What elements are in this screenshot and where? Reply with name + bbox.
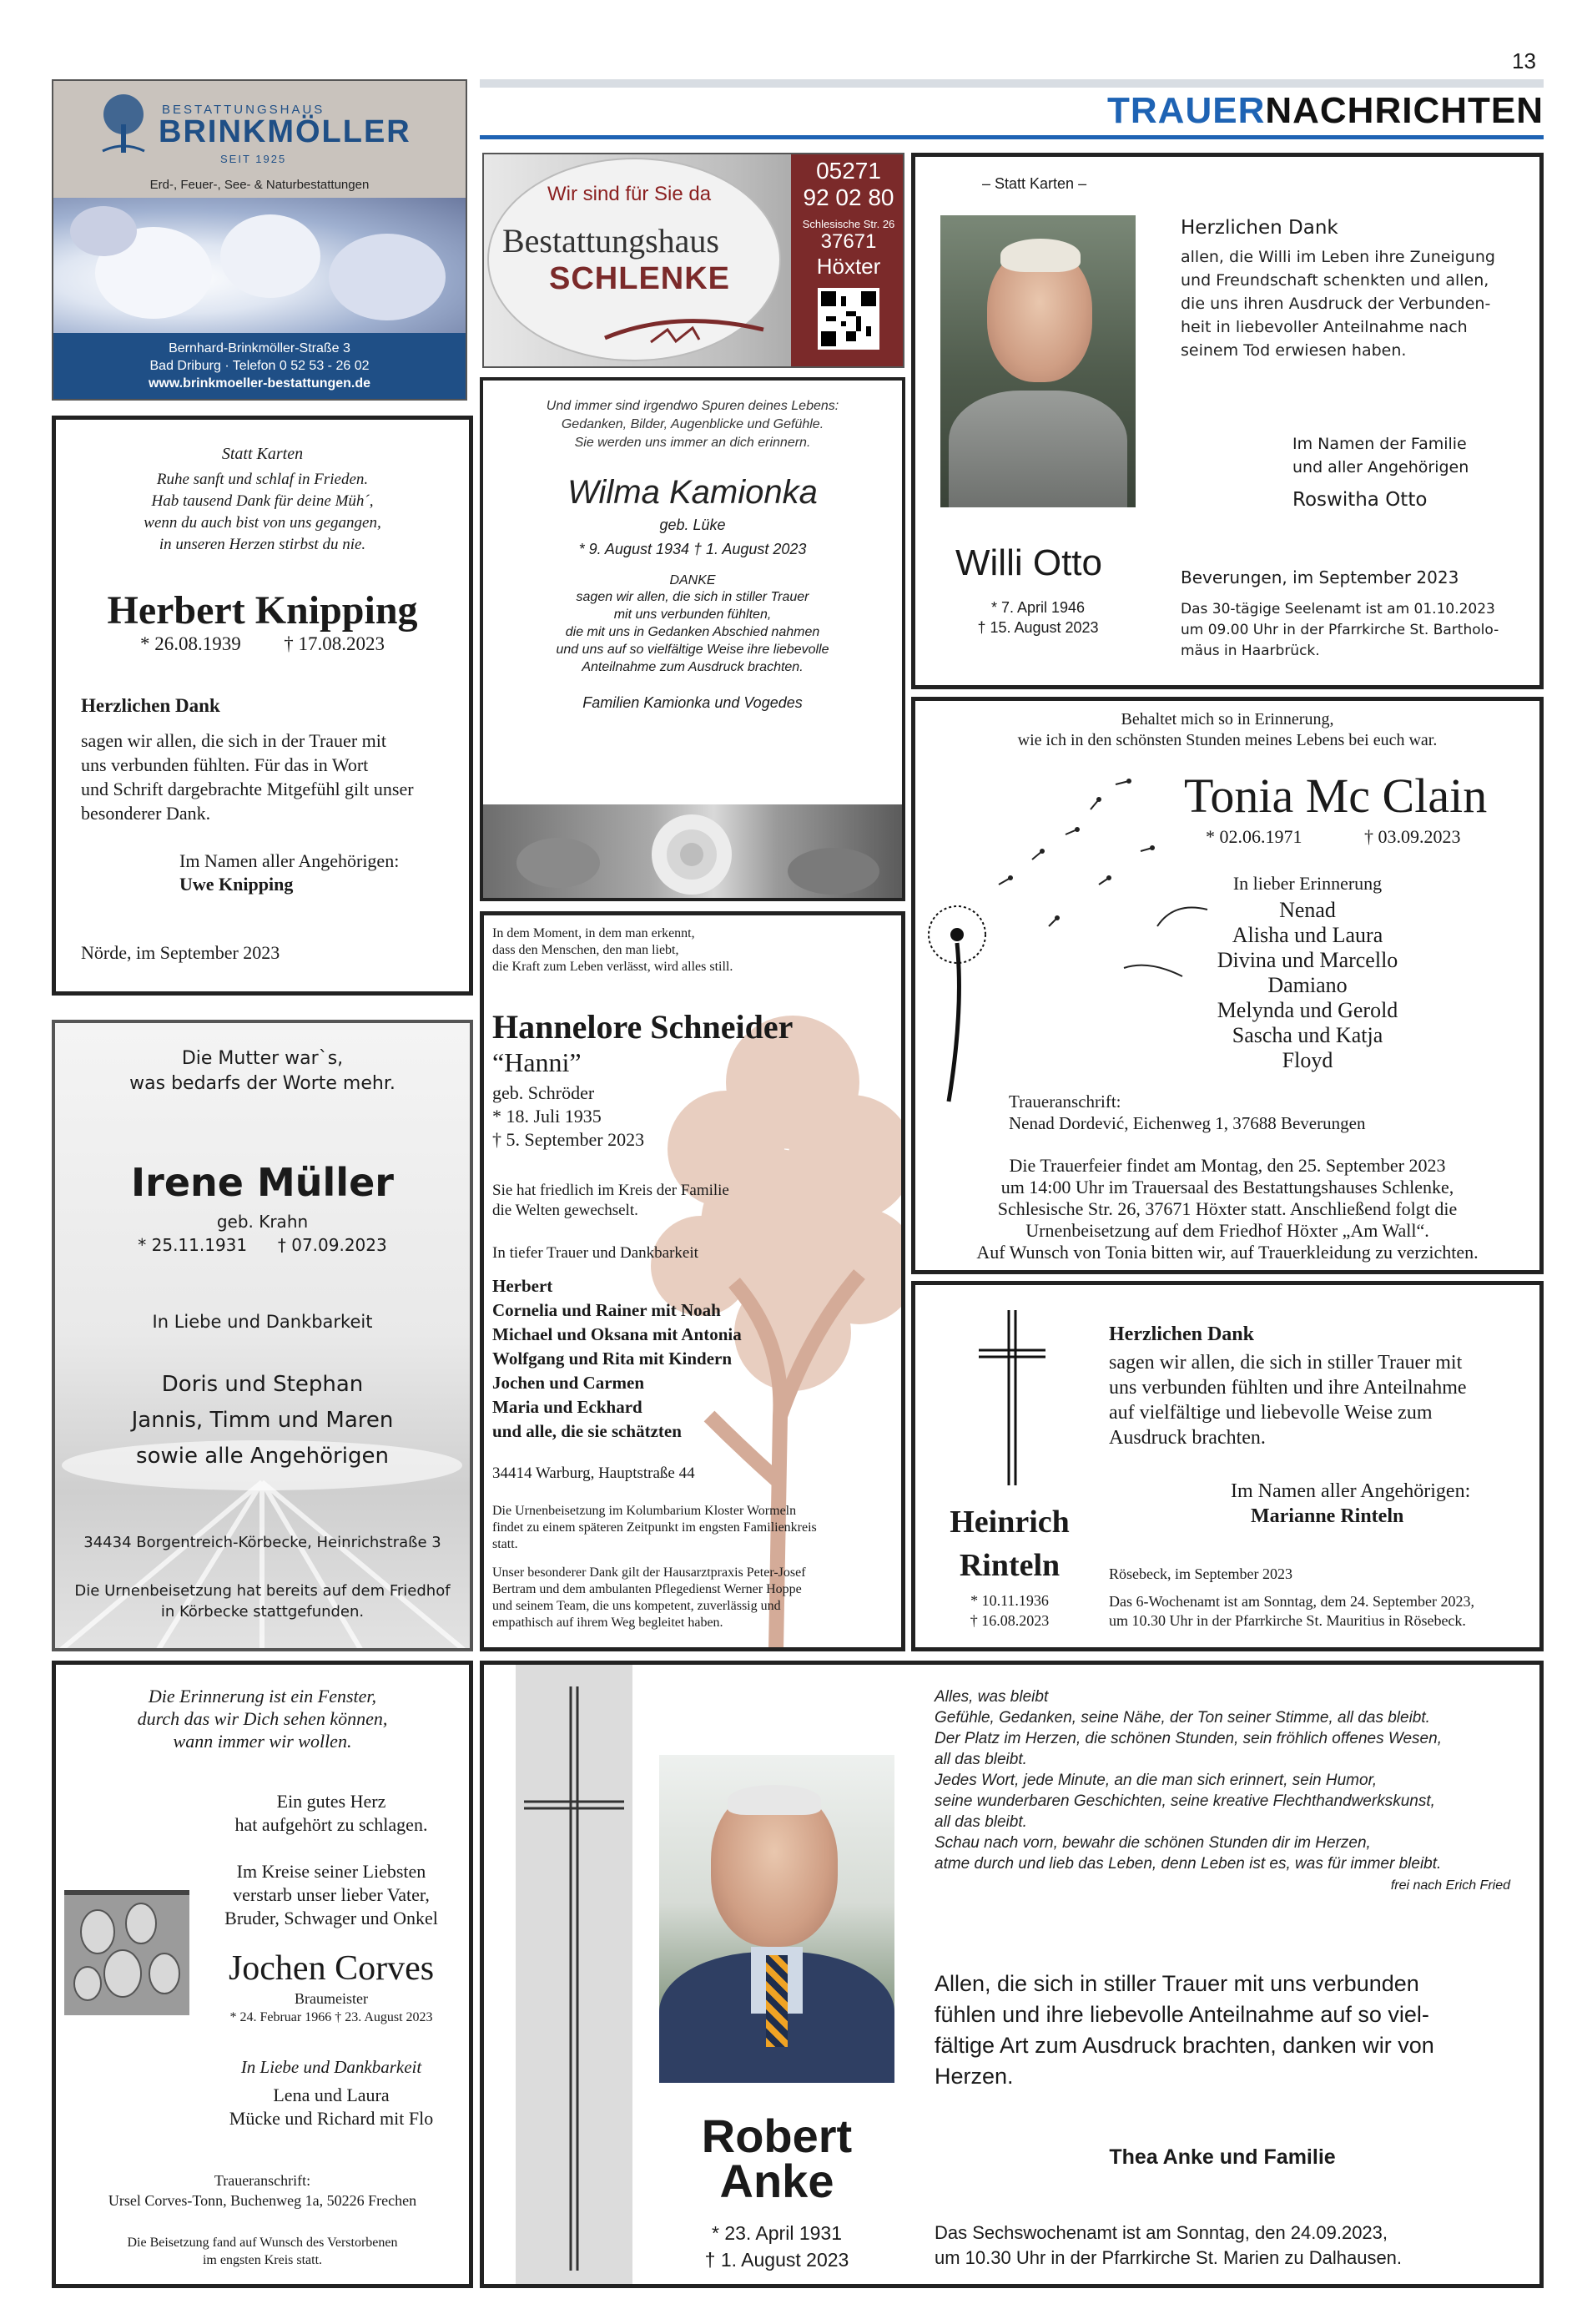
mcclain-intro bbox=[915, 709, 1539, 751]
mueller-burial bbox=[55, 1580, 470, 1622]
rinteln-mass-line: um 10.30 Uhr in der Pfarrkirche St. Mauritius in Rösebeck. bbox=[1109, 1612, 1466, 1629]
schneider-thanks bbox=[492, 1565, 806, 1631]
mcclain-address-label: Traueranschrift: bbox=[1009, 1091, 1121, 1112]
knipping-statt: Statt Karten bbox=[221, 445, 304, 463]
rinteln-name-last: Rinteln bbox=[959, 1548, 1061, 1583]
mcclain-mourner: Damiano bbox=[1267, 973, 1348, 997]
rinteln-sign-intro: Im Namen aller Angehörigen: bbox=[1231, 1480, 1471, 1502]
knipping-dates bbox=[56, 633, 469, 655]
mcclain-mourners bbox=[1166, 898, 1449, 1073]
schlenke-name2: SCHLENKE bbox=[549, 261, 731, 296]
otto-place-date: Beverungen, im September 2023 bbox=[1181, 567, 1459, 587]
kamionka-text-line: die mit uns in Gedanken Abschied nahmen bbox=[565, 625, 820, 639]
schneider-poem bbox=[492, 925, 733, 975]
tulip-photo bbox=[53, 198, 466, 333]
obituary-mcclain bbox=[911, 697, 1544, 1274]
anke-name-last: Anke bbox=[719, 2155, 834, 2207]
kamionka-danke: DANKE bbox=[669, 573, 716, 587]
otto-died: † 15. August 2023 bbox=[977, 619, 1099, 636]
otto-family-intro bbox=[1292, 432, 1469, 479]
schneider-burial bbox=[492, 1503, 817, 1553]
knipping-thanks-line: sagen wir allen, die sich in der Trauer mit bbox=[81, 730, 386, 751]
kamionka-poem-line: Gedanken, Bilder, Augenblicke und Gefühle. bbox=[561, 417, 824, 431]
mueller-mourner: Jannis, Timm und Maren bbox=[131, 1408, 394, 1433]
mcclain-ceremony-line: Urnenbeisetzung auf dem Friedhof Höxter „Am Wall“. bbox=[1025, 1220, 1429, 1241]
corves-mourners bbox=[189, 2084, 473, 2130]
mueller-poem bbox=[55, 1046, 470, 1096]
knipping-place-date: Nörde, im September 2023 bbox=[81, 942, 280, 963]
otto-thanks-line: heit in liebevoller Anteilnahme nach bbox=[1181, 318, 1468, 336]
rinteln-thanks-line: uns verbunden fühlten und ihre Anteilnahme bbox=[1109, 1377, 1467, 1399]
knipping-name: Herbert Knipping bbox=[107, 588, 418, 633]
obituary-schneider bbox=[480, 911, 905, 1651]
schneider-address: 34414 Warburg, Hauptstraße 44 bbox=[492, 1464, 695, 1482]
anke-poem-line: Alles, was bleibt bbox=[935, 1688, 1049, 1706]
mcclain-name: Tonia Mc Clain bbox=[1184, 769, 1488, 823]
knipping-died: † 17.08.2023 bbox=[284, 633, 385, 654]
kamionka-text-line: Anteilnahme zum Ausdruck brachten. bbox=[582, 660, 804, 674]
anke-poem-line: Schau nach vorn, bewahr die schönen Stunden dir im Herzen, bbox=[935, 1834, 1371, 1852]
rinteln-thanks-line: Ausdruck brachten. bbox=[1109, 1427, 1266, 1449]
mueller-mourner: sowie alle Angehörigen bbox=[136, 1444, 389, 1469]
cross-icon bbox=[524, 1686, 624, 2271]
swoosh-icon bbox=[601, 305, 768, 346]
mcclain-born: * 02.06.1971 bbox=[1206, 826, 1302, 847]
schneider-burial-line: statt. bbox=[492, 1537, 518, 1551]
corves-address: Ursel Corves-Tonn, Buchenweg 1a, 50226 Frechen bbox=[108, 2192, 417, 2209]
mueller-born: * 25.11.1931 bbox=[138, 1235, 248, 1255]
qr-code-icon bbox=[818, 288, 879, 350]
schlenke-street: Schlesische Str. 26 bbox=[802, 218, 895, 230]
knipping-poem bbox=[56, 469, 469, 556]
schneider-nickname: “Hanni” bbox=[492, 1047, 582, 1077]
schlenke-city: Höxter bbox=[816, 254, 881, 279]
anke-poem-line: atme durch und lieb das Leben, denn Leben ist es, was für immer bleibt. bbox=[935, 1855, 1442, 1873]
mueller-memory: In Liebe und Dankbarkeit bbox=[152, 1312, 373, 1332]
schneider-mourning: In tiefer Trauer und Dankbarkeit bbox=[492, 1244, 698, 1262]
schneider-mourner: und alle, die sie schätzten bbox=[492, 1421, 682, 1441]
knipping-thanks-line: besonderer Dank. bbox=[81, 803, 211, 824]
knipping-thanks-line: uns verbunden fühlten. Für das in Wort bbox=[81, 754, 369, 775]
obituary-rinteln bbox=[911, 1281, 1544, 1651]
schlenke-slogan: Wir sind für Sie da bbox=[547, 183, 712, 205]
mueller-dates bbox=[55, 1235, 470, 1255]
anke-thanks-line: fältige Art zum Ausdruck brachten, danken wir von bbox=[935, 2033, 1434, 2058]
mcclain-mourner: Melynda und Gerold bbox=[1217, 998, 1398, 1022]
anke-mass-line: um 10.30 Uhr in der Pfarrkirche St. Marien zu Dalhausen. bbox=[935, 2247, 1403, 2268]
mueller-burial-line: in Körbecke stattgefunden. bbox=[160, 1603, 365, 1621]
rinteln-sign-name: Marianne Rinteln bbox=[1251, 1505, 1404, 1527]
knipping-born: * 26.08.1939 bbox=[140, 633, 241, 654]
anke-poem-line: Jedes Wort, jede Minute, an die man sich erinnert, sein Humor, bbox=[935, 1772, 1378, 1789]
schneider-thanks-line: empathisch auf ihrem Weg begleitet haben. bbox=[492, 1616, 723, 1630]
anke-poem-line: all das bleibt. bbox=[935, 1813, 1027, 1831]
brinkmoeller-tagline: Erd-, Feuer-, See- & Naturbestattungen bbox=[149, 178, 370, 192]
corves-text bbox=[206, 1860, 456, 1930]
obituary-corves bbox=[52, 1661, 473, 2288]
hops-photo bbox=[64, 1890, 189, 2015]
corves-mourner: Lena und Laura bbox=[273, 2085, 390, 2105]
mcclain-intro-line: wie ich in den schönsten Stunden meines Lebens bei euch war. bbox=[1017, 731, 1438, 749]
schneider-mourner: Maria und Eckhard bbox=[492, 1397, 642, 1417]
kamionka-poem-line: Und immer sind irgendwo Spuren deines Lebens: bbox=[546, 399, 839, 413]
mcclain-ceremony-line: Auf Wunsch von Tonia bitten wir, auf Trauerkleidung zu verzichten. bbox=[976, 1242, 1479, 1263]
mcclain-ceremony-line: um 14:00 Uhr im Trauersaal des Bestattungshauses Schlenke, bbox=[1000, 1177, 1454, 1197]
otto-thanks-line: die uns ihren Ausdruck der Verbunden- bbox=[1181, 295, 1491, 313]
brinkmoeller-ad bbox=[52, 79, 467, 401]
otto-thanks-title: Herzlichen Dank bbox=[1181, 217, 1338, 239]
kamionka-dates: * 9. August 1934 † 1. August 2023 bbox=[578, 541, 807, 557]
section-title-second: NACHRICHTEN bbox=[1265, 90, 1544, 131]
schneider-thanks-line: Bertram und dem ambulanten Pflegedienst Werner Hoppe bbox=[492, 1582, 802, 1596]
otto-thanks-line: seinem Tod erwiesen haben. bbox=[1181, 341, 1407, 360]
corves-address-label: Traueranschrift: bbox=[214, 2172, 311, 2189]
schlenke-zip: 37671 bbox=[820, 230, 877, 253]
otto-born: * 7. April 1946 bbox=[990, 599, 1086, 616]
anke-signer: Thea Anke und Familie bbox=[1109, 2145, 1336, 2169]
page-number: 13 bbox=[1512, 48, 1536, 73]
rinteln-thanks-line: sagen wir allen, die sich in stiller Trauer mit bbox=[1109, 1352, 1463, 1374]
brinkmoeller-web[interactable]: www.brinkmoeller-bestattungen.de bbox=[148, 376, 371, 391]
brinkmoeller-since: SEIT 1925 bbox=[220, 153, 287, 165]
corves-name: Jochen Corves bbox=[228, 1949, 435, 1988]
schneider-thanks-line: Unser besonderer Dank gilt der Hausarztpraxis Peter-Josef bbox=[492, 1565, 806, 1580]
anke-born: * 23. April 1931 bbox=[711, 2222, 842, 2244]
anke-poem-line: all das bleibt. bbox=[935, 1751, 1027, 1768]
otto-signer: Roswitha Otto bbox=[1292, 489, 1428, 511]
kamionka-text-line: und uns auf so vielfältige Weise ihre liebevolle bbox=[556, 643, 829, 657]
schneider-mourner: Michael und Oksana mit Antonia bbox=[492, 1324, 742, 1344]
mcclain-died: † 03.09.2023 bbox=[1364, 826, 1461, 847]
mcclain-ceremony-line: Die Trauerfeier findet am Montag, den 25. September 2023 bbox=[1009, 1155, 1446, 1176]
brinkmoeller-name: BRINKMÖLLER bbox=[159, 114, 411, 149]
anke-thanks-line: fühlen und ihre liebevolle Anteilnahme auf so viel- bbox=[935, 2002, 1429, 2027]
brinkmoeller-line1: BESTATTUNGSHAUS bbox=[162, 103, 325, 117]
schlenke-phone1: 05271 bbox=[816, 158, 881, 184]
schneider-born: * 18. Juli 1935 bbox=[492, 1106, 602, 1127]
mcclain-mourner: Sascha und Katja bbox=[1232, 1023, 1383, 1047]
otto-thanks-line: allen, die Willi im Leben ihre Zuneigung bbox=[1181, 248, 1495, 266]
schlenke-ad bbox=[482, 153, 904, 368]
header-underline bbox=[480, 135, 1544, 139]
schneider-nee: geb. Schröder bbox=[492, 1082, 595, 1103]
rinteln-thanks-text bbox=[1109, 1350, 1467, 1450]
anke-name-first: Robert bbox=[701, 2110, 853, 2162]
kamionka-poem-line: Sie werden uns immer an dich erinnern. bbox=[574, 436, 811, 450]
otto-mass bbox=[1181, 599, 1499, 662]
brinkmoeller-city-phone: Bad Driburg · Telefon 0 52 53 - 26 02 bbox=[149, 359, 370, 373]
corves-burial-line: im engsten Kreis statt. bbox=[202, 2253, 323, 2267]
otto-thanks-line: und Freundschaft schenkten und allen, bbox=[1181, 271, 1489, 290]
otto-family-line: Im Namen der Familie bbox=[1292, 435, 1467, 453]
mueller-name: Irene Müller bbox=[131, 1160, 394, 1205]
cross-icon bbox=[979, 1310, 1045, 1485]
knipping-thanks-title: Herzlichen Dank bbox=[81, 695, 220, 716]
anke-poem-credit: frei nach Erich Fried bbox=[1390, 1878, 1510, 1893]
corves-memory: In Liebe und Dankbarkeit bbox=[240, 2057, 422, 2077]
anke-poem bbox=[935, 1686, 1510, 1874]
corves-heart bbox=[206, 1790, 456, 1837]
anke-photo bbox=[659, 1755, 894, 2083]
rinteln-name-first: Heinrich bbox=[950, 1505, 1070, 1540]
anke-poem-line: Gefühle, Gedanken, seine Nähe, der Ton seiner Stimme, all das bleibt. bbox=[935, 1709, 1430, 1727]
corves-poem-line: durch das wir Dich sehen können, bbox=[137, 1708, 388, 1729]
otto-photo bbox=[940, 215, 1136, 507]
knipping-poem-line: in unseren Herzen stirbst du nie. bbox=[159, 536, 366, 553]
mueller-poem-line: Die Mutter war`s, bbox=[181, 1048, 344, 1069]
obituary-kamionka bbox=[480, 377, 905, 901]
corves-text-line: Im Kreise seiner Liebsten bbox=[236, 1861, 426, 1882]
anke-side-bar bbox=[516, 1665, 632, 2284]
knipping-poem-line: Ruhe sanft und schlaf in Frieden. bbox=[156, 471, 369, 488]
brinkmoeller-strip bbox=[53, 333, 466, 401]
schneider-poem-line: In dem Moment, in dem man erkennt, bbox=[492, 926, 695, 940]
schneider-mourner: Cornelia und Rainer mit Noah bbox=[492, 1300, 721, 1320]
anke-thanks-line: Herzen. bbox=[935, 2064, 1014, 2089]
rinteln-mass bbox=[1109, 1592, 1474, 1631]
anke-poem-line: seine wunderbaren Geschichten, seine kreative Flechthandwerkskunst, bbox=[935, 1792, 1435, 1810]
schneider-thanks-line: und seinem Team, die uns kompetent, zuverlässig und bbox=[492, 1599, 781, 1613]
rose-photo bbox=[483, 804, 902, 898]
mcclain-mourner: Divina und Marcello bbox=[1217, 948, 1398, 972]
schneider-text-line: Sie hat friedlich im Kreis der Familie bbox=[492, 1182, 729, 1199]
corves-poem-line: Die Erinnerung ist ein Fenster, bbox=[148, 1686, 377, 1706]
otto-mass-line: mäus in Haarbrück. bbox=[1181, 643, 1320, 659]
anke-thanks-line: Allen, die sich in stiller Trauer mit uns verbunden bbox=[935, 1971, 1419, 1996]
schlenke-name1: Bestattungshaus bbox=[502, 222, 719, 260]
corves-heart-line: hat aufgehört zu schlagen. bbox=[234, 1814, 428, 1835]
mueller-address: 34434 Borgentreich-Körbecke, Heinrichstraße 3 bbox=[83, 1534, 441, 1551]
rinteln-born: * 10.11.1936 bbox=[970, 1592, 1049, 1609]
obituary-anke bbox=[480, 1661, 1544, 2288]
schneider-name: Hannelore Schneider bbox=[492, 1008, 794, 1046]
knipping-thanks-line: und Schrift dargebrachte Mitgefühl gilt unser bbox=[81, 779, 414, 799]
mcclain-memory: In lieber Erinnerung bbox=[1232, 873, 1383, 894]
schneider-died: † 5. September 2023 bbox=[492, 1129, 645, 1150]
corves-burial-line: Die Beisetzung fand auf Wunsch des Verstorbenen bbox=[127, 2236, 398, 2250]
mueller-mourners bbox=[55, 1367, 470, 1475]
section-title-first: TRAUER bbox=[1107, 90, 1266, 131]
knipping-sign-name: Uwe Knipping bbox=[179, 874, 294, 895]
mueller-burial-line: Die Urnenbeisetzung hat bereits auf dem Friedhof bbox=[74, 1582, 451, 1600]
knipping-poem-line: wenn du auch bist von uns gegangen, bbox=[144, 514, 381, 532]
mcclain-intro-line: Behaltet mich so in Erinnerung, bbox=[1121, 710, 1334, 728]
knipping-sign-intro: Im Namen aller Angehörigen: bbox=[179, 850, 400, 871]
obituary-mueller bbox=[52, 1020, 473, 1651]
schneider-poem-line: die Kraft zum Leben verlässt, wird alles still. bbox=[492, 960, 733, 974]
corves-dates: * 24. Februar 1966 † 23. August 2023 bbox=[229, 2010, 433, 2024]
kamionka-text-line: mit uns verbunden fühlten, bbox=[613, 607, 772, 622]
rinteln-mass-line: Das 6-Wochenamt ist am Sonntag, dem 24. September 2023, bbox=[1109, 1593, 1474, 1610]
corves-burial bbox=[56, 2234, 469, 2269]
schlenke-phone2: 92 02 80 bbox=[803, 184, 894, 210]
kamionka-nee: geb. Lüke bbox=[659, 517, 726, 533]
otto-thanks-text bbox=[1181, 245, 1495, 362]
rinteln-thanks-title: Herzlichen Dank bbox=[1109, 1323, 1254, 1345]
schneider-mourner: Jochen und Carmen bbox=[492, 1373, 645, 1393]
mueller-died: † 07.09.2023 bbox=[277, 1235, 387, 1255]
mcclain-ceremony-line: Schlesische Str. 26, 37671 Höxter statt. Anschließend folgt die bbox=[997, 1198, 1458, 1219]
otto-mass-line: um 09.00 Uhr in der Pfarrkirche St. Bartholo- bbox=[1181, 622, 1499, 638]
corves-heart-line: Ein gutes Herz bbox=[276, 1791, 386, 1812]
schneider-text bbox=[492, 1181, 729, 1221]
section-title bbox=[1107, 90, 1544, 132]
kamionka-name: Wilma Kamionka bbox=[567, 474, 818, 511]
schneider-burial-line: Die Urnenbeisetzung im Kolumbarium Kloster Wormeln bbox=[492, 1504, 797, 1518]
rinteln-place-date: Rösebeck, im September 2023 bbox=[1109, 1565, 1292, 1582]
knipping-thanks-text bbox=[81, 728, 469, 825]
otto-mass-line: Das 30-tägige Seelenamt ist am 01.10.2023 bbox=[1181, 601, 1495, 618]
obituary-otto bbox=[911, 153, 1544, 689]
kamionka-families: Familien Kamionka und Vogedes bbox=[582, 694, 803, 711]
schneider-text-line: die Welten gewechselt. bbox=[492, 1202, 638, 1219]
schneider-mourner: Wolfgang und Rita mit Kindern bbox=[492, 1349, 733, 1369]
corves-mourner: Mücke und Richard mit Flo bbox=[229, 2108, 434, 2129]
otto-family-line: und aller Angehörigen bbox=[1292, 458, 1469, 476]
otto-statt: – Statt Karten – bbox=[982, 175, 1087, 192]
anke-poem-line: Der Platz im Herzen, die schönen Stunden, sein fröhlich offenes Wesen, bbox=[935, 1730, 1442, 1747]
anke-thanks bbox=[935, 1969, 1510, 2092]
rinteln-thanks-line: auf vielfältige und liebevolle Weise zum bbox=[1109, 1402, 1433, 1424]
mueller-nee: geb. Krahn bbox=[216, 1212, 309, 1232]
mueller-poem-line: was bedarfs der Worte mehr. bbox=[129, 1073, 396, 1094]
mcclain-address: Nenad Dordević, Eichenweg 1, 37688 Beverungen bbox=[1009, 1113, 1366, 1133]
kamionka-text-line: sagen wir allen, die sich in stiller Trauer bbox=[576, 590, 809, 604]
anke-mass-line: Das Sechswochenamt ist am Sonntag, den 24.09.2023, bbox=[935, 2222, 1388, 2243]
corves-poem-line: wann immer wir wollen. bbox=[173, 1731, 352, 1752]
mcclain-mourner: Alisha und Laura bbox=[1232, 923, 1383, 947]
corves-title: Braumeister bbox=[295, 1990, 368, 2007]
tree-icon bbox=[98, 91, 149, 158]
rinteln-died: † 16.08.2023 bbox=[970, 1612, 1050, 1629]
header-rule bbox=[480, 79, 1544, 88]
corves-text-line: Bruder, Schwager und Onkel bbox=[224, 1908, 438, 1928]
obituary-knipping bbox=[52, 416, 473, 996]
mcclain-ceremony bbox=[915, 1155, 1539, 1263]
kamionka-text bbox=[483, 588, 902, 676]
otto-name: Willi Otto bbox=[955, 542, 1102, 583]
schneider-poem-line: dass den Menschen, den man liebt, bbox=[492, 943, 679, 957]
knipping-poem-line: Hab tausend Dank für deine Müh´, bbox=[151, 492, 374, 510]
schlenke-contact bbox=[791, 154, 904, 368]
schneider-mourners bbox=[492, 1274, 742, 1444]
schneider-burial-line: findet zu einem späteren Zeitpunkt im engsten Familienkreis bbox=[492, 1520, 817, 1535]
schneider-mourner: Herbert bbox=[492, 1276, 553, 1296]
brinkmoeller-address: Bernhard-Brinkmöller-Straße 3 bbox=[169, 341, 350, 355]
kamionka-poem bbox=[483, 397, 902, 452]
anke-mass bbox=[935, 2221, 1510, 2271]
mueller-mourner: Doris und Stephan bbox=[161, 1372, 364, 1397]
mcclain-mourner: Nenad bbox=[1279, 898, 1336, 922]
anke-died: † 1. August 2023 bbox=[704, 2249, 849, 2271]
corves-text-line: verstarb unser lieber Vater, bbox=[233, 1884, 430, 1905]
mcclain-mourner: Floyd bbox=[1282, 1048, 1333, 1072]
corves-poem bbox=[56, 1685, 469, 1752]
